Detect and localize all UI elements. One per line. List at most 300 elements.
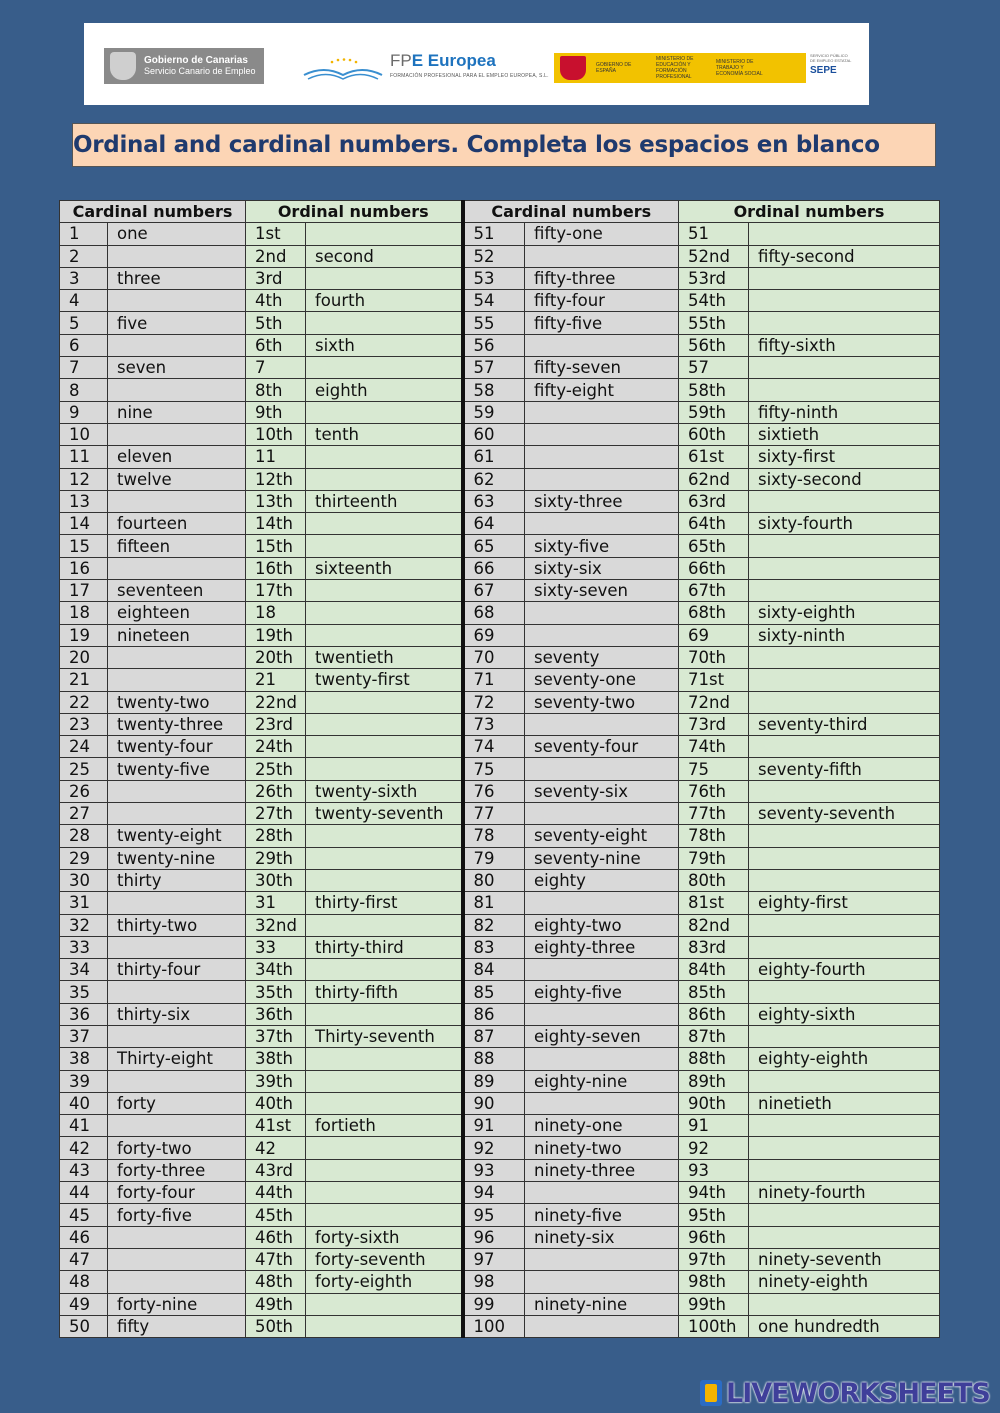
- ordinal-word-cell[interactable]: [306, 513, 463, 535]
- cardinal-word-cell[interactable]: [525, 513, 679, 535]
- gob-col3: MINISTERIO DE TRABAJO Y ECONOMÍA SOCIAL: [716, 59, 763, 77]
- ordinal-word-cell[interactable]: [749, 736, 940, 758]
- ordinal-short-cell: 59th: [679, 401, 749, 423]
- ordinal-word-cell[interactable]: [306, 1293, 463, 1315]
- cardinal-digit-cell: 45: [60, 1204, 108, 1226]
- ordinal-short-cell: 9th: [246, 401, 306, 423]
- cardinal-digit-cell: 87: [463, 1025, 525, 1047]
- table-row: [60, 914, 940, 936]
- cardinal-word-cell: seventy-one: [525, 669, 679, 691]
- ordinal-short-cell: 36th: [246, 1003, 306, 1025]
- cardinal-digit-cell: 31: [60, 892, 108, 914]
- header-cardinal-left: Cardinal numbers: [60, 201, 246, 223]
- cardinal-word-cell[interactable]: [108, 334, 246, 356]
- cardinal-word-cell[interactable]: [525, 1182, 679, 1204]
- ordinal-word-cell[interactable]: [306, 758, 463, 780]
- cardinal-digit-cell: 63: [463, 490, 525, 512]
- cardinal-word-cell[interactable]: [525, 803, 679, 825]
- ordinal-word-cell[interactable]: [306, 1182, 463, 1204]
- ordinal-word-cell[interactable]: [749, 936, 940, 958]
- ordinal-short-cell: 86th: [679, 1003, 749, 1025]
- ordinal-word-cell[interactable]: [306, 223, 463, 245]
- cardinal-word-cell[interactable]: [108, 1115, 246, 1137]
- cardinal-word-cell[interactable]: [108, 557, 246, 579]
- cardinal-digit-cell: 76: [463, 780, 525, 802]
- ordinal-short-cell: 81st: [679, 892, 749, 914]
- cardinal-digit-cell: 47: [60, 1248, 108, 1270]
- cardinal-digit-cell: 6: [60, 334, 108, 356]
- cardinal-digit-cell: 74: [463, 736, 525, 758]
- cardinal-word-cell[interactable]: [108, 936, 246, 958]
- ordinal-short-cell: 85th: [679, 981, 749, 1003]
- table-row: [60, 334, 940, 356]
- ordinal-short-cell: 2nd: [246, 245, 306, 267]
- ordinal-word-cell[interactable]: [306, 1048, 463, 1070]
- ordinal-word-cell[interactable]: [306, 312, 463, 334]
- cardinal-word-cell: fifteen: [108, 535, 246, 557]
- cardinal-word-cell: forty-three: [108, 1159, 246, 1181]
- ordinal-short-cell: 44th: [246, 1182, 306, 1204]
- cardinal-word-cell: seventy-six: [525, 780, 679, 802]
- ordinal-short-cell: 57: [679, 357, 749, 379]
- ordinal-short-cell: 15th: [246, 535, 306, 557]
- cardinal-digit-cell: 15: [60, 535, 108, 557]
- cardinal-word-cell: eighty-five: [525, 981, 679, 1003]
- ordinal-short-cell: 94th: [679, 1182, 749, 1204]
- ordinal-word-cell[interactable]: [749, 1137, 940, 1159]
- title-box: [72, 123, 936, 167]
- table-row: [60, 1070, 940, 1092]
- ordinal-word-cell: sixty-first: [749, 446, 940, 468]
- ordinal-short-cell: 32nd: [246, 914, 306, 936]
- ordinal-short-cell: 90th: [679, 1092, 749, 1114]
- ordinal-word-cell[interactable]: [749, 1204, 940, 1226]
- ordinal-word-cell: eighty-sixth: [749, 1003, 940, 1025]
- table-row: [60, 1315, 940, 1337]
- table-row: [60, 892, 940, 914]
- cardinal-word-cell[interactable]: [525, 446, 679, 468]
- ordinal-short-cell: 13th: [246, 490, 306, 512]
- cardinal-digit-cell: 18: [60, 602, 108, 624]
- cardinal-word-cell: eighty-nine: [525, 1070, 679, 1092]
- ordinal-short-cell: 38th: [246, 1048, 306, 1070]
- ordinal-word-cell: fourth: [306, 290, 463, 312]
- ordinal-word-cell[interactable]: [749, 535, 940, 557]
- cardinal-word-cell: seventy: [525, 646, 679, 668]
- ordinal-short-cell: 78th: [679, 825, 749, 847]
- cardinal-word-cell[interactable]: [525, 1003, 679, 1025]
- cardinal-digit-cell: 29: [60, 847, 108, 869]
- cardinal-digit-cell: 1: [60, 223, 108, 245]
- cardinal-digit-cell: 34: [60, 959, 108, 981]
- ordinal-word-cell: ninety-seventh: [749, 1248, 940, 1270]
- cardinal-digit-cell: 4: [60, 290, 108, 312]
- ordinal-word-cell[interactable]: [306, 1003, 463, 1025]
- ordinal-short-cell: 24th: [246, 736, 306, 758]
- canarias-seal-icon: [110, 52, 136, 80]
- cardinal-word-cell: fifty-seven: [525, 357, 679, 379]
- table-row: [60, 223, 940, 245]
- ordinal-word-cell: sixth: [306, 334, 463, 356]
- cardinal-digit-cell: 49: [60, 1293, 108, 1315]
- ordinal-word-cell[interactable]: [306, 357, 463, 379]
- cardinal-word-cell: forty-nine: [108, 1293, 246, 1315]
- cardinal-word-cell: sixty-three: [525, 490, 679, 512]
- spain-shield-icon: [560, 56, 586, 80]
- cardinal-digit-cell: 16: [60, 557, 108, 579]
- cardinal-word-cell[interactable]: [108, 379, 246, 401]
- cardinal-word-cell[interactable]: [108, 1025, 246, 1047]
- ordinal-short-cell: 68th: [679, 602, 749, 624]
- ordinal-short-cell: 73rd: [679, 713, 749, 735]
- page-title: Ordinal and cardinal numbers. Completa los espacios en blanco: [73, 132, 880, 158]
- cardinal-word-cell[interactable]: [525, 758, 679, 780]
- cardinal-digit-cell: 32: [60, 914, 108, 936]
- cardinal-word-cell: one: [108, 223, 246, 245]
- cardinal-digit-cell: 56: [463, 334, 525, 356]
- ordinal-word-cell[interactable]: [306, 847, 463, 869]
- cardinal-digit-cell: 68: [463, 602, 525, 624]
- ordinal-word-cell[interactable]: [306, 1315, 463, 1337]
- ordinal-word-cell[interactable]: [306, 691, 463, 713]
- ordinal-word-cell[interactable]: [749, 825, 940, 847]
- ordinal-word-cell: sixtieth: [749, 423, 940, 445]
- cardinal-word-cell[interactable]: [108, 1248, 246, 1270]
- table-row: [60, 780, 940, 802]
- ordinal-word-cell[interactable]: [306, 602, 463, 624]
- ordinal-short-cell: 64th: [679, 513, 749, 535]
- ordinal-word-cell[interactable]: [306, 713, 463, 735]
- ordinal-word-cell: sixty-second: [749, 468, 940, 490]
- table-row: [60, 1204, 940, 1226]
- cardinal-digit-cell: 46: [60, 1226, 108, 1248]
- cardinal-word-cell[interactable]: [525, 334, 679, 356]
- ordinal-short-cell: 43rd: [246, 1159, 306, 1181]
- ordinal-word-cell: sixty-eighth: [749, 602, 940, 624]
- cardinal-digit-cell: 85: [463, 981, 525, 1003]
- cardinal-digit-cell: 75: [463, 758, 525, 780]
- ordinal-short-cell: 82nd: [679, 914, 749, 936]
- ordinal-word-cell[interactable]: [749, 914, 940, 936]
- ordinal-short-cell: 6th: [246, 334, 306, 356]
- cardinal-word-cell[interactable]: [108, 981, 246, 1003]
- ordinal-short-cell: 89th: [679, 1070, 749, 1092]
- ordinal-word-cell: ninetieth: [749, 1092, 940, 1114]
- cardinal-word-cell[interactable]: [525, 423, 679, 445]
- cardinal-word-cell[interactable]: [525, 1315, 679, 1337]
- ordinal-word-cell[interactable]: [306, 869, 463, 891]
- cardinal-digit-cell: 3: [60, 267, 108, 289]
- cardinal-word-cell: five: [108, 312, 246, 334]
- ordinal-short-cell: 25th: [246, 758, 306, 780]
- cardinal-word-cell: seventy-two: [525, 691, 679, 713]
- ordinal-short-cell: 28th: [246, 825, 306, 847]
- cardinal-digit-cell: 93: [463, 1159, 525, 1181]
- ordinal-short-cell: 33: [246, 936, 306, 958]
- cardinal-word-cell[interactable]: [108, 290, 246, 312]
- open-book-icon: [302, 57, 384, 81]
- ordinal-word-cell[interactable]: [306, 624, 463, 646]
- ordinal-short-cell: 83rd: [679, 936, 749, 958]
- cardinal-digit-cell: 12: [60, 468, 108, 490]
- ordinal-word-cell[interactable]: [749, 1226, 940, 1248]
- cardinal-digit-cell: 21: [60, 669, 108, 691]
- ordinal-word-cell: sixty-ninth: [749, 624, 940, 646]
- ordinal-short-cell: 69: [679, 624, 749, 646]
- cardinal-word-cell: ninety-five: [525, 1204, 679, 1226]
- ordinal-word-cell[interactable]: [749, 357, 940, 379]
- cardinal-word-cell: forty-two: [108, 1137, 246, 1159]
- table-row: [60, 1115, 940, 1137]
- table-row: [60, 624, 940, 646]
- ordinal-short-cell: 61st: [679, 446, 749, 468]
- cardinal-digit-cell: 86: [463, 1003, 525, 1025]
- ordinal-word-cell: seventy-seventh: [749, 803, 940, 825]
- cardinal-word-cell: twenty-nine: [108, 847, 246, 869]
- table-row: [60, 1271, 940, 1293]
- ordinal-word-cell: fifty-second: [749, 245, 940, 267]
- cardinal-word-cell[interactable]: [108, 1271, 246, 1293]
- table-row: [60, 379, 940, 401]
- table-row: [60, 290, 940, 312]
- cardinal-word-cell: fifty-five: [525, 312, 679, 334]
- ordinal-word-cell[interactable]: [749, 847, 940, 869]
- cardinal-digit-cell: 51: [463, 223, 525, 245]
- table-row: [60, 736, 940, 758]
- ordinal-short-cell: 88th: [679, 1048, 749, 1070]
- cardinal-word-cell: fifty-one: [525, 223, 679, 245]
- ordinal-short-cell: 100th: [679, 1315, 749, 1337]
- cardinal-digit-cell: 20: [60, 646, 108, 668]
- ordinal-short-cell: 93: [679, 1159, 749, 1181]
- ordinal-word-cell[interactable]: [749, 1293, 940, 1315]
- cardinal-digit-cell: 41: [60, 1115, 108, 1137]
- ordinal-word-cell[interactable]: [749, 290, 940, 312]
- cardinal-word-cell: twenty-two: [108, 691, 246, 713]
- cardinal-word-cell: twenty-four: [108, 736, 246, 758]
- ordinal-word-cell[interactable]: [306, 446, 463, 468]
- ordinal-word-cell[interactable]: [749, 223, 940, 245]
- cardinal-digit-cell: 69: [463, 624, 525, 646]
- cardinal-digit-cell: 11: [60, 446, 108, 468]
- cardinal-digit-cell: 54: [463, 290, 525, 312]
- sepe-name: SEPE: [810, 65, 837, 76]
- ordinal-word-cell[interactable]: [306, 825, 463, 847]
- table-row: [60, 1003, 940, 1025]
- ordinal-word-cell[interactable]: [749, 669, 940, 691]
- cardinal-digit-cell: 80: [463, 869, 525, 891]
- table-row: [60, 468, 940, 490]
- ordinal-word-cell[interactable]: [749, 1115, 940, 1137]
- cardinal-word-cell[interactable]: [525, 245, 679, 267]
- table-row: [60, 825, 940, 847]
- table-row: [60, 557, 940, 579]
- cardinal-word-cell[interactable]: [525, 401, 679, 423]
- cardinal-word-cell[interactable]: [525, 468, 679, 490]
- ordinal-word-cell[interactable]: [306, 1092, 463, 1114]
- cardinal-digit-cell: 97: [463, 1248, 525, 1270]
- cardinal-word-cell[interactable]: [525, 602, 679, 624]
- ordinal-word-cell[interactable]: [749, 580, 940, 602]
- ordinal-word-cell[interactable]: [749, 780, 940, 802]
- ordinal-word-cell: ninety-eighth: [749, 1271, 940, 1293]
- ordinal-word-cell[interactable]: [749, 691, 940, 713]
- ordinal-word-cell: fortieth: [306, 1115, 463, 1137]
- ordinal-word-cell[interactable]: [306, 736, 463, 758]
- cardinal-word-cell: sixty-six: [525, 557, 679, 579]
- ordinal-word-cell[interactable]: [306, 267, 463, 289]
- ordinal-word-cell[interactable]: [749, 646, 940, 668]
- cardinal-word-cell[interactable]: [108, 490, 246, 512]
- ordinal-short-cell: 55th: [679, 312, 749, 334]
- ordinal-word-cell[interactable]: [749, 1025, 940, 1047]
- ordinal-word-cell[interactable]: [749, 557, 940, 579]
- cardinal-word-cell[interactable]: [525, 1248, 679, 1270]
- cardinal-digit-cell: 37: [60, 1025, 108, 1047]
- cardinal-word-cell[interactable]: [525, 892, 679, 914]
- sepe-logo: [810, 53, 852, 83]
- ordinal-word-cell: eighty-eighth: [749, 1048, 940, 1070]
- cardinal-word-cell: fifty-four: [525, 290, 679, 312]
- cardinal-word-cell: eighteen: [108, 602, 246, 624]
- ordinal-word-cell[interactable]: [306, 1204, 463, 1226]
- cardinal-word-cell[interactable]: [108, 780, 246, 802]
- ordinal-word-cell[interactable]: [306, 468, 463, 490]
- ordinal-word-cell[interactable]: [306, 959, 463, 981]
- ordinal-word-cell[interactable]: [306, 580, 463, 602]
- cardinal-digit-cell: 95: [463, 1204, 525, 1226]
- ordinal-short-cell: 40th: [246, 1092, 306, 1114]
- ordinal-short-cell: 80th: [679, 869, 749, 891]
- ordinal-short-cell: 74th: [679, 736, 749, 758]
- ordinal-word-cell[interactable]: [749, 1070, 940, 1092]
- ordinal-short-cell: 5th: [246, 312, 306, 334]
- cardinal-word-cell[interactable]: [525, 713, 679, 735]
- cardinal-digit-cell: 8: [60, 379, 108, 401]
- ordinal-short-cell: 39th: [246, 1070, 306, 1092]
- ordinal-short-cell: 50th: [246, 1315, 306, 1337]
- ordinal-word-cell[interactable]: [749, 490, 940, 512]
- cardinal-digit-cell: 13: [60, 490, 108, 512]
- ordinal-short-cell: 26th: [246, 780, 306, 802]
- cardinal-digit-cell: 60: [463, 423, 525, 445]
- cardinal-digit-cell: 57: [463, 357, 525, 379]
- cardinal-digit-cell: 65: [463, 535, 525, 557]
- logo-banner: [84, 23, 869, 105]
- ordinal-word-cell: forty-eighth: [306, 1271, 463, 1293]
- ordinal-short-cell: 34th: [246, 959, 306, 981]
- ordinal-word-cell[interactable]: [306, 1137, 463, 1159]
- ordinal-word-cell[interactable]: [749, 981, 940, 1003]
- ordinal-short-cell: 27th: [246, 803, 306, 825]
- cardinal-word-cell[interactable]: [525, 959, 679, 981]
- ordinal-word-cell[interactable]: [306, 1159, 463, 1181]
- ordinal-word-cell[interactable]: [749, 312, 940, 334]
- ordinal-short-cell: 22nd: [246, 691, 306, 713]
- ordinal-word-cell: eighth: [306, 379, 463, 401]
- ordinal-short-cell: 56th: [679, 334, 749, 356]
- cardinal-digit-cell: 26: [60, 780, 108, 802]
- ordinal-word-cell[interactable]: [749, 1159, 940, 1181]
- cardinal-word-cell[interactable]: [108, 423, 246, 445]
- ordinal-word-cell[interactable]: [306, 535, 463, 557]
- cardinal-digit-cell: 19: [60, 624, 108, 646]
- cardinal-digit-cell: 38: [60, 1048, 108, 1070]
- cardinal-word-cell: forty-five: [108, 1204, 246, 1226]
- header-cardinal-right: Cardinal numbers: [463, 201, 679, 223]
- cardinal-digit-cell: 36: [60, 1003, 108, 1025]
- cardinal-word-cell[interactable]: [108, 646, 246, 668]
- ordinal-short-cell: 99th: [679, 1293, 749, 1315]
- cardinal-digit-cell: 44: [60, 1182, 108, 1204]
- cardinal-word-cell[interactable]: [108, 803, 246, 825]
- ordinal-word-cell: tenth: [306, 423, 463, 445]
- cardinal-digit-cell: 81: [463, 892, 525, 914]
- ordinal-short-cell: 37th: [246, 1025, 306, 1047]
- cardinal-digit-cell: 33: [60, 936, 108, 958]
- cardinal-word-cell[interactable]: [525, 1271, 679, 1293]
- ordinal-word-cell: fifty-sixth: [749, 334, 940, 356]
- ordinal-word-cell[interactable]: [306, 401, 463, 423]
- watermark-text: LIVEWORKSHEETS: [726, 1377, 990, 1409]
- table-row: [60, 803, 940, 825]
- cardinal-digit-cell: 92: [463, 1137, 525, 1159]
- cardinal-digit-cell: 71: [463, 669, 525, 691]
- cardinal-word-cell[interactable]: [108, 1226, 246, 1248]
- table-row: [60, 401, 940, 423]
- ordinal-short-cell: 95th: [679, 1204, 749, 1226]
- cardinal-word-cell: twenty-five: [108, 758, 246, 780]
- cardinal-word-cell[interactable]: [108, 1070, 246, 1092]
- cardinal-word-cell[interactable]: [525, 624, 679, 646]
- cardinal-word-cell[interactable]: [108, 892, 246, 914]
- ordinal-short-cell: 35th: [246, 981, 306, 1003]
- cardinal-word-cell: eleven: [108, 446, 246, 468]
- canarias-line2: Servicio Canario de Empleo: [144, 66, 256, 76]
- ordinal-short-cell: 53rd: [679, 267, 749, 289]
- cardinal-digit-cell: 2: [60, 245, 108, 267]
- cardinal-digit-cell: 79: [463, 847, 525, 869]
- cardinal-word-cell[interactable]: [525, 1048, 679, 1070]
- fpe-name: [390, 51, 496, 71]
- ordinal-word-cell[interactable]: [749, 267, 940, 289]
- cardinal-digit-cell: 59: [463, 401, 525, 423]
- liveworksheets-watermark: [700, 1376, 995, 1410]
- table-row: [60, 981, 940, 1003]
- cardinal-digit-cell: 77: [463, 803, 525, 825]
- table-row: [60, 1293, 940, 1315]
- ordinal-word-cell[interactable]: [306, 1070, 463, 1092]
- cardinal-word-cell[interactable]: [525, 1092, 679, 1114]
- cardinal-word-cell: thirty-two: [108, 914, 246, 936]
- ordinal-word-cell[interactable]: [306, 914, 463, 936]
- ordinal-word-cell[interactable]: [749, 869, 940, 891]
- ordinal-word-cell: Thirty-seventh: [306, 1025, 463, 1047]
- ordinal-short-cell: 17th: [246, 580, 306, 602]
- table-row: [60, 936, 940, 958]
- cardinal-word-cell[interactable]: [108, 245, 246, 267]
- cardinal-digit-cell: 23: [60, 713, 108, 735]
- cardinal-word-cell: twenty-eight: [108, 825, 246, 847]
- gobierno-canarias-logo: [104, 48, 264, 84]
- ordinal-short-cell: 29th: [246, 847, 306, 869]
- header-ordinal-left: Ordinal numbers: [246, 201, 463, 223]
- ordinal-short-cell: 45th: [246, 1204, 306, 1226]
- ordinal-word-cell[interactable]: [749, 379, 940, 401]
- cardinal-word-cell[interactable]: [108, 669, 246, 691]
- cardinal-word-cell: forty: [108, 1092, 246, 1114]
- cardinal-digit-cell: 30: [60, 869, 108, 891]
